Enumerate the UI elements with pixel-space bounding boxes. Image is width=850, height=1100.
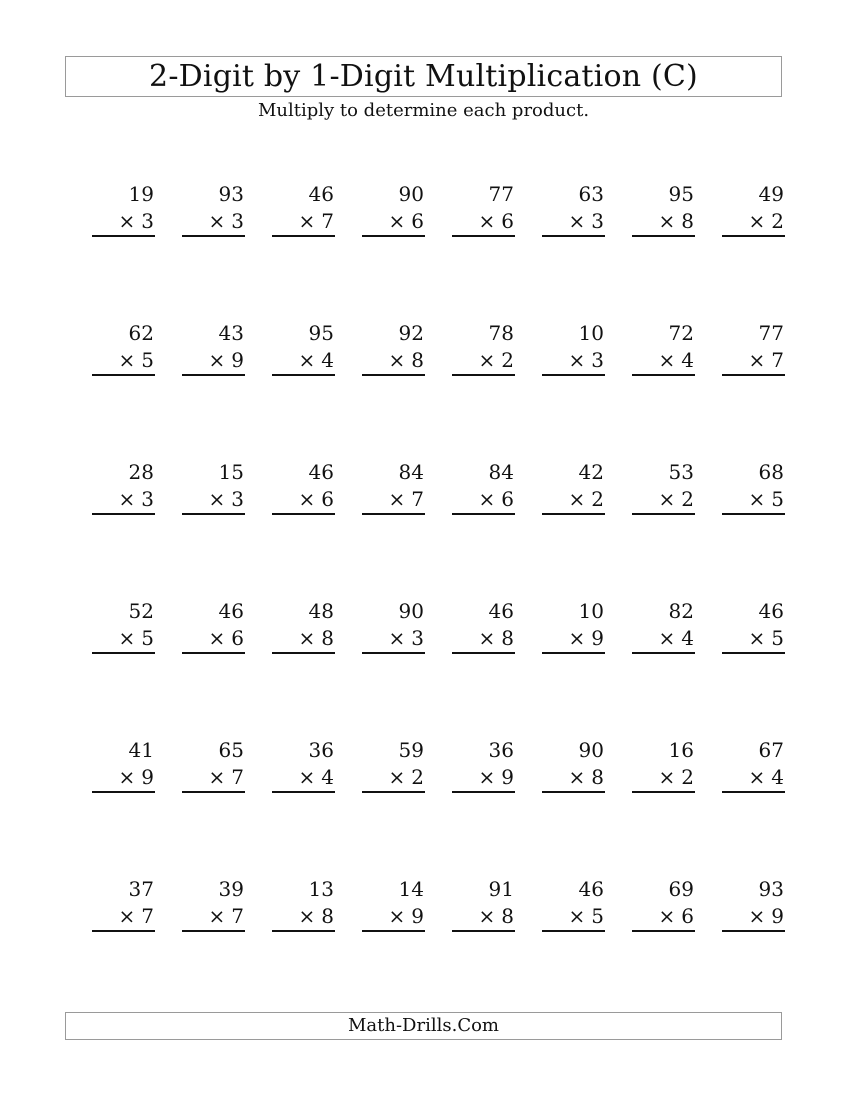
multiplicand: 65	[218, 738, 244, 762]
multiplier: 8	[591, 765, 604, 789]
multiplier-line	[362, 764, 425, 793]
multiplicand: 46	[488, 599, 514, 623]
multiplier-line	[92, 208, 155, 237]
times-sign: ×	[478, 487, 496, 511]
multiplier: 2	[501, 348, 514, 372]
multiplier-line	[182, 347, 245, 376]
multiplier-line	[722, 903, 785, 932]
multiplier: 7	[231, 904, 244, 928]
times-sign: ×	[298, 626, 316, 650]
multiplier-line	[272, 347, 335, 376]
multiplication-problem	[182, 319, 245, 379]
footer-box	[65, 1012, 782, 1040]
multiplication-problem	[542, 319, 605, 379]
problem-row	[92, 736, 782, 875]
multiplication-problem	[542, 875, 605, 935]
multiplier-line	[542, 208, 605, 237]
multiplier: 9	[141, 765, 154, 789]
multiplication-problem	[722, 458, 785, 518]
multiplier-line	[92, 764, 155, 793]
multiplier-line	[632, 764, 695, 793]
multiplication-problem	[632, 458, 695, 518]
problem-row	[92, 875, 782, 1014]
multiplier-line	[182, 764, 245, 793]
multiplication-problem	[272, 180, 335, 240]
multiplier-line	[272, 764, 335, 793]
multiplier-line	[272, 486, 335, 515]
times-sign: ×	[388, 904, 406, 928]
multiplication-problem	[182, 736, 245, 796]
multiplication-problem	[92, 180, 155, 240]
multiplicand: 59	[398, 738, 424, 762]
multiplier: 3	[141, 209, 154, 233]
multiplier: 3	[591, 209, 604, 233]
times-sign: ×	[298, 348, 316, 372]
multiplier: 3	[411, 626, 424, 650]
multiplicand: 43	[218, 321, 244, 345]
multiplicand: 39	[218, 877, 244, 901]
multiplication-problem	[272, 458, 335, 518]
multiplier-line	[452, 903, 515, 932]
multiplier: 9	[231, 348, 244, 372]
multiplication-problem	[272, 319, 335, 379]
times-sign: ×	[568, 348, 586, 372]
multiplicand: 77	[758, 321, 784, 345]
times-sign: ×	[208, 765, 226, 789]
multiplier: 3	[231, 209, 244, 233]
times-sign: ×	[568, 904, 586, 928]
times-sign: ×	[568, 209, 586, 233]
multiplier-line	[722, 347, 785, 376]
multiplier-line	[92, 625, 155, 654]
multiplier-line	[542, 764, 605, 793]
multiplier: 6	[321, 487, 334, 511]
multiplicand: 16	[668, 738, 694, 762]
multiplier-line	[452, 625, 515, 654]
multiplier: 8	[681, 209, 694, 233]
multiplication-problem	[272, 875, 335, 935]
multiplication-problem	[722, 875, 785, 935]
multiplier-line	[92, 347, 155, 376]
multiplier-line	[452, 764, 515, 793]
multiplier-line	[362, 625, 425, 654]
times-sign: ×	[658, 487, 676, 511]
problem-row	[92, 597, 782, 736]
multiplier: 8	[501, 904, 514, 928]
times-sign: ×	[388, 765, 406, 789]
multiplication-problem	[632, 597, 695, 657]
multiplicand: 42	[578, 460, 604, 484]
multiplicand: 93	[758, 877, 784, 901]
times-sign: ×	[568, 487, 586, 511]
multiplicand: 15	[218, 460, 244, 484]
multiplicand: 46	[758, 599, 784, 623]
multiplier: 4	[681, 626, 694, 650]
multiplier: 2	[681, 487, 694, 511]
times-sign: ×	[208, 209, 226, 233]
multiplier-line	[722, 764, 785, 793]
times-sign: ×	[748, 487, 766, 511]
multiplier-line	[632, 347, 695, 376]
multiplication-problem	[452, 875, 515, 935]
multiplicand: 90	[398, 182, 424, 206]
problem-grid	[92, 180, 782, 1014]
multiplier: 3	[141, 487, 154, 511]
times-sign: ×	[208, 904, 226, 928]
multiplication-problem	[542, 736, 605, 796]
multiplicand: 46	[578, 877, 604, 901]
multiplier-line	[542, 625, 605, 654]
multiplier: 4	[681, 348, 694, 372]
multiplication-problem	[542, 180, 605, 240]
multiplier-line	[92, 903, 155, 932]
multiplication-problem	[272, 597, 335, 657]
times-sign: ×	[478, 348, 496, 372]
multiplicand: 53	[668, 460, 694, 484]
times-sign: ×	[208, 626, 226, 650]
multiplicand: 68	[758, 460, 784, 484]
multiplicand: 63	[578, 182, 604, 206]
multiplier: 7	[771, 348, 784, 372]
multiplication-problem	[362, 597, 425, 657]
multiplication-problem	[92, 875, 155, 935]
times-sign: ×	[748, 765, 766, 789]
times-sign: ×	[208, 487, 226, 511]
times-sign: ×	[478, 626, 496, 650]
multiplicand: 36	[308, 738, 334, 762]
multiplier-line	[722, 486, 785, 515]
multiplier-line	[182, 625, 245, 654]
multiplier-line	[542, 486, 605, 515]
times-sign: ×	[388, 626, 406, 650]
multiplication-problem	[722, 180, 785, 240]
multiplier-line	[632, 486, 695, 515]
times-sign: ×	[748, 348, 766, 372]
multiplicand: 52	[128, 599, 154, 623]
times-sign: ×	[118, 348, 136, 372]
times-sign: ×	[568, 765, 586, 789]
multiplicand: 93	[218, 182, 244, 206]
multiplier-line	[632, 625, 695, 654]
multiplier-line	[362, 347, 425, 376]
multiplier: 8	[321, 904, 334, 928]
multiplication-problem	[362, 319, 425, 379]
multiplicand: 46	[308, 460, 334, 484]
worksheet-title: 2-Digit by 1-Digit Multiplication (C)	[149, 58, 698, 94]
times-sign: ×	[658, 209, 676, 233]
multiplier-line	[92, 486, 155, 515]
multiplication-problem	[362, 180, 425, 240]
multiplicand: 19	[128, 182, 154, 206]
multiplicand: 72	[668, 321, 694, 345]
times-sign: ×	[658, 765, 676, 789]
multiplier: 6	[501, 209, 514, 233]
times-sign: ×	[298, 904, 316, 928]
multiplicand: 48	[308, 599, 334, 623]
multiplicand: 91	[488, 877, 514, 901]
multiplication-problem	[182, 875, 245, 935]
multiplier: 3	[231, 487, 244, 511]
multiplier: 6	[501, 487, 514, 511]
multiplication-problem	[92, 319, 155, 379]
multiplication-problem	[92, 597, 155, 657]
multiplicand: 92	[398, 321, 424, 345]
multiplier: 2	[591, 487, 604, 511]
multiplier-line	[362, 486, 425, 515]
multiplicand: 36	[488, 738, 514, 762]
multiplier: 9	[591, 626, 604, 650]
multiplication-problem	[182, 458, 245, 518]
multiplication-problem	[452, 597, 515, 657]
multiplier: 4	[771, 765, 784, 789]
times-sign: ×	[118, 487, 136, 511]
multiplicand: 46	[218, 599, 244, 623]
multiplication-problem	[722, 597, 785, 657]
multiplier: 5	[771, 626, 784, 650]
times-sign: ×	[478, 209, 496, 233]
times-sign: ×	[298, 487, 316, 511]
multiplication-problem	[542, 458, 605, 518]
problem-row	[92, 458, 782, 597]
worksheet-instructions: Multiply to determine each product.	[257, 100, 590, 121]
multiplication-problem	[722, 736, 785, 796]
multiplier-line	[272, 625, 335, 654]
multiplication-problem	[452, 458, 515, 518]
multiplicand: 10	[578, 321, 604, 345]
multiplier-line	[272, 903, 335, 932]
multiplier: 9	[501, 765, 514, 789]
multiplier: 6	[231, 626, 244, 650]
multiplier: 5	[141, 626, 154, 650]
multiplier-line	[632, 903, 695, 932]
times-sign: ×	[118, 904, 136, 928]
times-sign: ×	[568, 626, 586, 650]
multiplier-line	[632, 208, 695, 237]
multiplicand: 41	[128, 738, 154, 762]
multiplicand: 13	[308, 877, 334, 901]
times-sign: ×	[748, 904, 766, 928]
multiplier-line	[182, 903, 245, 932]
multiplicand: 95	[668, 182, 694, 206]
multiplication-problem	[722, 319, 785, 379]
times-sign: ×	[118, 626, 136, 650]
multiplicand: 90	[398, 599, 424, 623]
times-sign: ×	[298, 209, 316, 233]
worksheet-title-box	[65, 56, 782, 97]
multiplier-line	[362, 903, 425, 932]
multiplicand: 77	[488, 182, 514, 206]
multiplier-line	[542, 903, 605, 932]
multiplier: 5	[771, 487, 784, 511]
times-sign: ×	[388, 209, 406, 233]
multiplier-line	[182, 486, 245, 515]
multiplier-line	[182, 208, 245, 237]
multiplication-problem	[632, 736, 695, 796]
multiplication-problem	[632, 319, 695, 379]
multiplication-problem	[182, 180, 245, 240]
multiplier: 2	[411, 765, 424, 789]
times-sign: ×	[658, 348, 676, 372]
multiplication-problem	[452, 180, 515, 240]
multiplicand: 10	[578, 599, 604, 623]
multiplier-line	[272, 208, 335, 237]
multiplicand: 49	[758, 182, 784, 206]
multiplier: 2	[771, 209, 784, 233]
multiplier-line	[362, 208, 425, 237]
multiplication-problem	[452, 319, 515, 379]
multiplier: 7	[321, 209, 334, 233]
multiplier: 4	[321, 765, 334, 789]
multiplicand: 84	[488, 460, 514, 484]
multiplication-problem	[182, 597, 245, 657]
times-sign: ×	[478, 904, 496, 928]
multiplication-problem	[632, 180, 695, 240]
multiplier: 3	[591, 348, 604, 372]
multiplication-problem	[362, 458, 425, 518]
multiplier: 7	[231, 765, 244, 789]
multiplier: 7	[411, 487, 424, 511]
multiplicand: 95	[308, 321, 334, 345]
times-sign: ×	[118, 765, 136, 789]
times-sign: ×	[748, 209, 766, 233]
multiplier-line	[542, 347, 605, 376]
times-sign: ×	[658, 626, 676, 650]
multiplicand: 69	[668, 877, 694, 901]
multiplier-line	[722, 208, 785, 237]
footer-site-name: Math-Drills.Com	[347, 1015, 499, 1036]
multiplier: 7	[141, 904, 154, 928]
multiplier: 8	[411, 348, 424, 372]
multiplier-line	[722, 625, 785, 654]
problem-row	[92, 180, 782, 319]
multiplier-line	[452, 208, 515, 237]
multiplicand: 82	[668, 599, 694, 623]
multiplier: 9	[411, 904, 424, 928]
multiplicand: 28	[128, 460, 154, 484]
multiplicand: 67	[758, 738, 784, 762]
multiplicand: 37	[128, 877, 154, 901]
multiplication-problem	[632, 875, 695, 935]
multiplicand: 62	[128, 321, 154, 345]
multiplier: 2	[681, 765, 694, 789]
multiplication-problem	[452, 736, 515, 796]
multiplicand: 46	[308, 182, 334, 206]
multiplier: 5	[141, 348, 154, 372]
multiplier: 6	[681, 904, 694, 928]
multiplicand: 78	[488, 321, 514, 345]
times-sign: ×	[298, 765, 316, 789]
multiplier: 5	[591, 904, 604, 928]
times-sign: ×	[388, 487, 406, 511]
multiplier: 8	[321, 626, 334, 650]
multiplier: 8	[501, 626, 514, 650]
multiplication-problem	[92, 458, 155, 518]
multiplication-problem	[362, 875, 425, 935]
times-sign: ×	[388, 348, 406, 372]
multiplier: 4	[321, 348, 334, 372]
multiplication-problem	[362, 736, 425, 796]
multiplier: 9	[771, 904, 784, 928]
multiplication-problem	[92, 736, 155, 796]
times-sign: ×	[748, 626, 766, 650]
multiplicand: 90	[578, 738, 604, 762]
multiplicand: 14	[398, 877, 424, 901]
times-sign: ×	[208, 348, 226, 372]
problem-row	[92, 319, 782, 458]
multiplication-problem	[272, 736, 335, 796]
times-sign: ×	[118, 209, 136, 233]
multiplication-problem	[542, 597, 605, 657]
multiplier: 6	[411, 209, 424, 233]
multiplier-line	[452, 486, 515, 515]
multiplicand: 84	[398, 460, 424, 484]
times-sign: ×	[478, 765, 496, 789]
times-sign: ×	[658, 904, 676, 928]
multiplier-line	[452, 347, 515, 376]
